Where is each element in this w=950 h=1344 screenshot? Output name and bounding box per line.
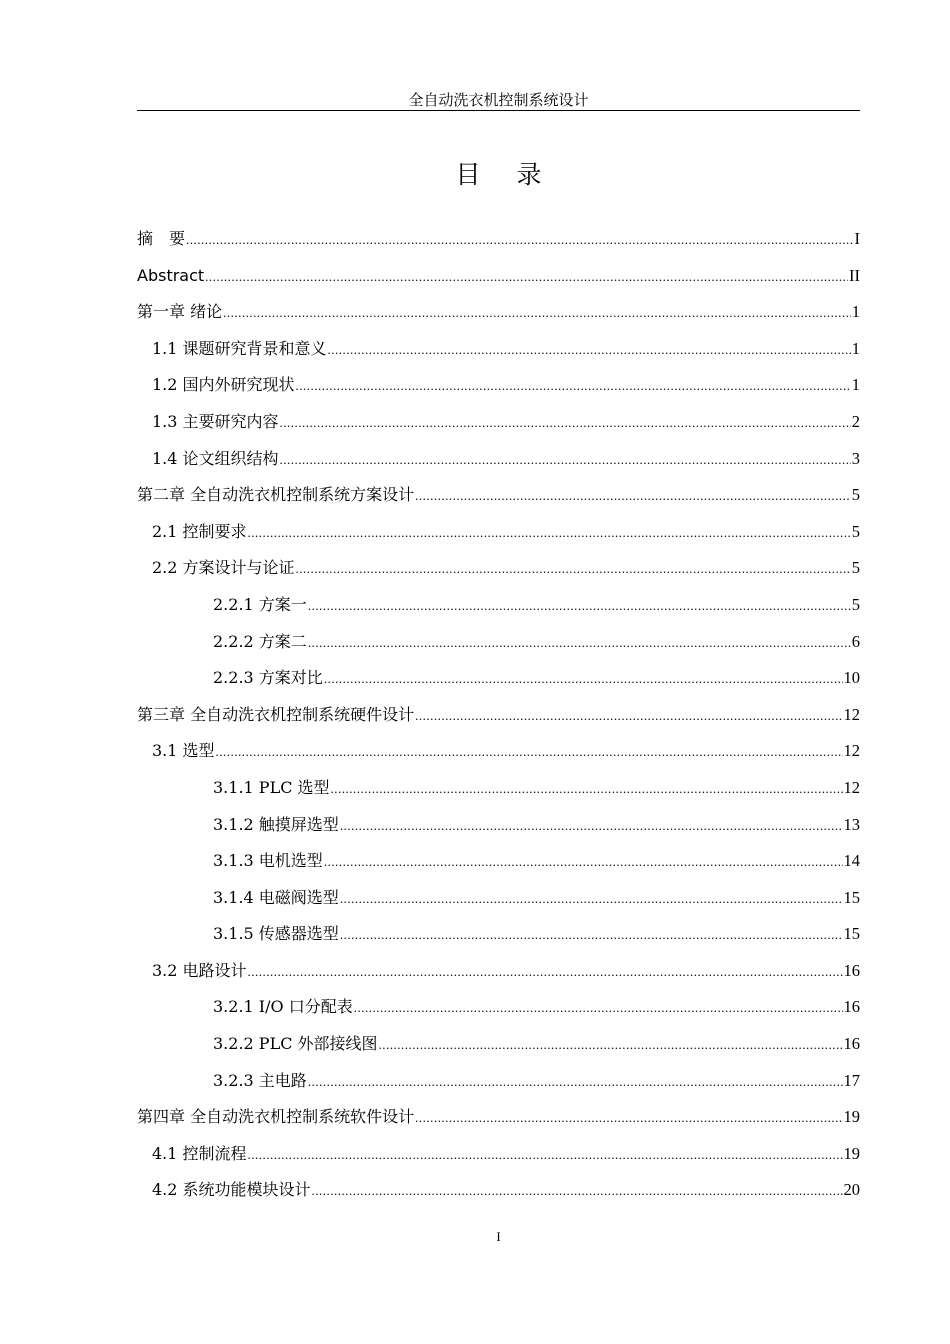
toc-dot-leader bbox=[415, 1105, 842, 1131]
toc-entry-label: 3.1.2 触摸屏选型 bbox=[213, 814, 339, 834]
toc-entry[interactable] bbox=[137, 1104, 860, 1141]
toc-entry-page: 5 bbox=[851, 521, 860, 541]
toc-entry[interactable] bbox=[137, 958, 860, 995]
toc-entry-page: 16 bbox=[843, 997, 860, 1017]
toc-dot-leader bbox=[308, 593, 851, 619]
toc-entry-label: 3.2 电路设计 bbox=[152, 960, 247, 980]
toc-dot-leader bbox=[379, 1032, 843, 1058]
toc-entry-label: 第二章 全自动洗衣机控制系统方案设计 bbox=[137, 485, 415, 505]
toc-entry-page: 1 bbox=[851, 338, 860, 358]
toc-entry[interactable] bbox=[137, 665, 860, 702]
toc-entry-label: Abstract bbox=[137, 265, 205, 285]
toc-entry-page: 15 bbox=[843, 887, 860, 907]
toc-entry[interactable] bbox=[137, 921, 860, 958]
toc-dot-leader bbox=[216, 739, 843, 765]
toc-entry[interactable] bbox=[137, 592, 860, 629]
toc-entry-label: 1.1 课题研究背景和意义 bbox=[152, 338, 327, 358]
toc-dot-leader bbox=[340, 813, 843, 839]
toc-dot-leader bbox=[248, 520, 851, 546]
toc-dot-leader bbox=[324, 666, 843, 692]
toc-entry[interactable] bbox=[137, 994, 860, 1031]
toc-entry[interactable] bbox=[137, 555, 860, 592]
toc-entry[interactable] bbox=[137, 885, 860, 922]
running-header: 全自动洗衣机控制系统设计 bbox=[408, 91, 589, 109]
toc-entry-label: 2.2.1 方案一 bbox=[213, 594, 307, 614]
toc-entry-page: 19 bbox=[843, 1143, 860, 1163]
toc-dot-leader bbox=[296, 556, 851, 582]
toc-entry[interactable] bbox=[137, 372, 860, 409]
toc-entry-page: 13 bbox=[843, 814, 860, 834]
toc-entry-label: 4.2 系统功能模块设计 bbox=[152, 1180, 311, 1200]
toc-entry[interactable] bbox=[137, 263, 860, 300]
toc-entry-page: 5 bbox=[851, 558, 860, 578]
toc-entry-page: 10 bbox=[843, 668, 860, 688]
toc-entry-label: 第三章 全自动洗衣机控制系统硬件设计 bbox=[137, 704, 415, 724]
toc-dot-leader bbox=[186, 227, 853, 253]
toc-entry-label: 第四章 全自动洗衣机控制系统软件设计 bbox=[137, 1107, 415, 1127]
toc-dot-leader bbox=[354, 995, 843, 1021]
toc-entry-label: 2.1 控制要求 bbox=[152, 521, 247, 541]
toc-entry-label: 1.2 国内外研究现状 bbox=[152, 375, 295, 395]
toc-entry[interactable] bbox=[137, 629, 860, 666]
toc-entry-label: 3.1.5 传感器选型 bbox=[213, 924, 339, 944]
toc-dot-leader bbox=[308, 1069, 843, 1095]
toc-entry-page: 16 bbox=[843, 960, 860, 980]
toc-entry-page: 12 bbox=[843, 777, 860, 797]
toc-entry-page: 2 bbox=[851, 411, 860, 431]
toc-entry-page: 1 bbox=[851, 375, 860, 395]
toc-entry-page: 16 bbox=[843, 1034, 860, 1054]
toc-entry-label: 3.1.4 电磁阀选型 bbox=[213, 887, 339, 907]
toc-entry-page: 17 bbox=[843, 1070, 860, 1090]
toc-entry-page: 15 bbox=[843, 924, 860, 944]
toc-entry[interactable] bbox=[137, 336, 860, 373]
toc-entry-label: 1.3 主要研究内容 bbox=[152, 411, 279, 431]
toc-entry-label: 3.2.2 PLC 外部接线图 bbox=[213, 1034, 378, 1054]
toc-dot-leader bbox=[223, 300, 851, 326]
toc-entry[interactable] bbox=[137, 1031, 860, 1068]
toc-entry[interactable] bbox=[137, 702, 860, 739]
toc-entry-page: 19 bbox=[843, 1107, 860, 1127]
toc-entry[interactable] bbox=[137, 812, 860, 849]
toc-entry[interactable] bbox=[137, 1068, 860, 1105]
toc-entry-page: 12 bbox=[843, 741, 860, 761]
page-number: I bbox=[496, 1229, 501, 1244]
toc-dot-leader bbox=[415, 703, 842, 729]
toc-entry-page: 14 bbox=[843, 851, 860, 871]
toc-dot-leader bbox=[280, 410, 851, 436]
toc-dot-leader bbox=[312, 1178, 843, 1204]
toc-entry-label: 3.1.1 PLC 选型 bbox=[213, 777, 330, 797]
toc-entry[interactable] bbox=[137, 519, 860, 556]
toc-title: 目 录 bbox=[455, 160, 556, 189]
toc-dot-leader bbox=[205, 264, 848, 290]
toc-dot-leader bbox=[328, 337, 851, 363]
toc-entry[interactable] bbox=[137, 299, 860, 336]
toc-entry[interactable] bbox=[137, 446, 860, 483]
toc-entry-label: 1.4 论文组织结构 bbox=[152, 448, 279, 468]
toc-entry-page: I bbox=[854, 229, 860, 248]
toc-entry[interactable] bbox=[137, 848, 860, 885]
toc-entry-label: 第一章 绪论 bbox=[137, 302, 223, 322]
toc-entry-label: 3.2.3 主电路 bbox=[213, 1070, 307, 1090]
toc-entry-label: 2.2.2 方案二 bbox=[213, 631, 307, 651]
toc-entry[interactable] bbox=[137, 775, 860, 812]
toc-entry-label: 4.1 控制流程 bbox=[152, 1143, 247, 1163]
toc-entry[interactable] bbox=[137, 1177, 860, 1214]
toc-dot-leader bbox=[340, 886, 843, 912]
toc-entry-page: 5 bbox=[851, 485, 860, 505]
toc-dot-leader bbox=[340, 922, 843, 948]
toc-dot-leader bbox=[308, 630, 851, 656]
toc-dot-leader bbox=[324, 849, 843, 875]
toc-entry-label: 2.2 方案设计与论证 bbox=[152, 558, 295, 578]
toc-entry-page: II bbox=[849, 265, 860, 285]
header-rule bbox=[137, 110, 860, 111]
toc-entry-page: 6 bbox=[851, 631, 860, 651]
toc-dot-leader bbox=[280, 447, 851, 473]
toc-entry-label: 3.1.3 电机选型 bbox=[213, 851, 323, 871]
toc-entry-label: 摘 要 bbox=[137, 229, 186, 248]
table-of-contents bbox=[137, 226, 860, 1214]
toc-entry-label: 3.2.1 I/O 口分配表 bbox=[213, 997, 353, 1017]
toc-entry-page: 3 bbox=[851, 448, 860, 468]
toc-entry-label: 2.2.3 方案对比 bbox=[213, 668, 323, 688]
toc-entry[interactable] bbox=[137, 409, 860, 446]
toc-entry[interactable] bbox=[137, 738, 860, 775]
toc-dot-leader bbox=[415, 483, 851, 509]
toc-dot-leader bbox=[331, 776, 843, 802]
toc-entry-page: 1 bbox=[851, 302, 860, 322]
toc-entry[interactable] bbox=[137, 226, 860, 263]
toc-dot-leader bbox=[248, 1142, 843, 1168]
toc-entry[interactable] bbox=[137, 1141, 860, 1178]
toc-dot-leader bbox=[296, 373, 851, 399]
toc-entry-page: 12 bbox=[843, 704, 860, 724]
toc-entry[interactable] bbox=[137, 482, 860, 519]
toc-entry-page: 5 bbox=[851, 594, 860, 614]
toc-entry-label: 3.1 选型 bbox=[152, 741, 215, 761]
toc-entry-page: 20 bbox=[843, 1180, 860, 1200]
toc-dot-leader bbox=[248, 959, 843, 985]
